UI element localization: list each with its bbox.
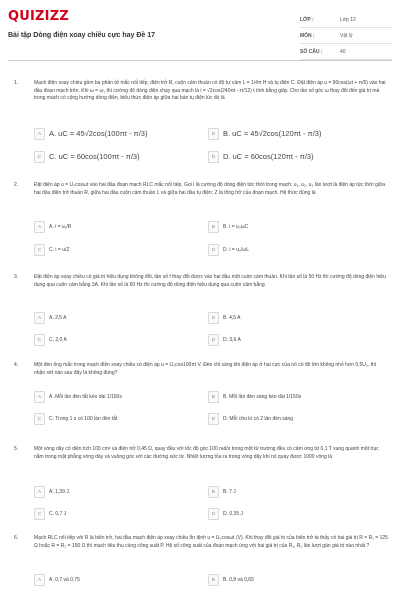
question-1 bbox=[14, 80, 388, 103]
option-text: C. i = u/Z bbox=[49, 246, 70, 253]
option-a[interactable] bbox=[34, 128, 147, 139]
option-text: B. Mỗi lần đèn sáng kéo dài 1/150s bbox=[223, 393, 302, 400]
option-text: A. Mỗi lần đèn tắt kéo dài 1/150s bbox=[49, 393, 122, 400]
option-text: D. 0,35 J bbox=[223, 510, 244, 517]
option-c[interactable] bbox=[34, 413, 117, 424]
option-d[interactable] bbox=[208, 508, 243, 519]
option-letter: B bbox=[208, 221, 219, 233]
option-letter: C bbox=[34, 413, 45, 425]
option-letter: B bbox=[208, 391, 219, 403]
meta-row-count bbox=[300, 44, 392, 60]
option-letter: C bbox=[34, 334, 45, 346]
option-letter: B bbox=[208, 574, 219, 586]
option-text: D. uC = 60cos(120πt - π/3) bbox=[223, 152, 314, 161]
option-letter: A bbox=[34, 128, 45, 140]
option-letter: D bbox=[208, 508, 219, 520]
option-text: D. 3,6 A bbox=[223, 336, 241, 343]
option-letter: C bbox=[34, 508, 45, 520]
option-text: C. 2,0 A bbox=[49, 336, 67, 343]
question-text: Một đèn ống mắc trong mạch điện xoay chiều có điện áp u = U₀cos100πt V. Đèn chỉ sáng khi điện áp ở hai cực của nó có độ lớn không nhỏ hơn 0,5U₀, thì nhận xét nào sau đây là không đúng? bbox=[34, 362, 377, 376]
option-d[interactable] bbox=[208, 334, 241, 345]
option-c[interactable] bbox=[34, 334, 67, 345]
question-2 bbox=[14, 182, 388, 197]
option-text: B. uC = 45√2cos(120πt - π/3) bbox=[223, 129, 322, 138]
option-b[interactable] bbox=[208, 128, 321, 139]
meta-value: Vật lý bbox=[340, 32, 353, 39]
question-number: 3. bbox=[14, 274, 19, 280]
option-text: A. i = u₁/R bbox=[49, 223, 72, 230]
question-number: 6. bbox=[14, 535, 19, 541]
question-text: Đặt điện áp u = U₀cosωt vào hai đầu đoạn mạch RLC mắc nối tiếp. Gọi i là cường độ dòng điện tức thời trong mạch; u₁, u₂, u₃ lần lượt là điện áp tức thời giữa hai đầu điện trở thuần R, giữa hai đầu cuộn cảm thuần L và giữa hai đầu tụ điện; Z là tổng trở của đoạn mạch. Hệ thức đúng là bbox=[34, 182, 385, 196]
option-b[interactable] bbox=[208, 391, 301, 402]
meta-key: SỐ CÂU : bbox=[300, 48, 323, 55]
option-text: B. 0,8 và 0,65 bbox=[223, 576, 254, 583]
question-6 bbox=[14, 535, 388, 550]
meta-value: 40 bbox=[340, 48, 346, 55]
option-d[interactable] bbox=[208, 244, 249, 255]
question-5 bbox=[14, 446, 388, 461]
option-text: D. i = u₂/ωL bbox=[223, 246, 249, 253]
option-letter: D bbox=[208, 334, 219, 346]
option-b[interactable] bbox=[208, 486, 236, 497]
option-b[interactable] bbox=[208, 221, 248, 232]
question-number: 1. bbox=[14, 80, 19, 86]
question-text: Mạch điện xoay chiều gồm ba phần tử mắc nối tiếp, điện trở R, cuộn cảm thuần có độ tự cảm L = 1/4π H và tụ điện C. Đặt điện áp u = 90cos(ωt + π/6) vào hai đầu đoạn mạch trên. Khi ω = ω₁ thì cường độ dòng điện chạy qua mạch là i = √2cos(240πt - π/12) t tính bằng giây. Cho tần số góc ω thay đổi đến giá trị mà trong mạch có cộng hưởng dòng điện, biểu thức điện áp giữa hai bản tụ điện lúc đó là bbox=[34, 80, 386, 101]
option-c[interactable] bbox=[34, 151, 140, 162]
meta-row-class bbox=[300, 12, 392, 28]
option-a[interactable] bbox=[34, 391, 122, 402]
option-text: A. 0,7 và 0,75 bbox=[49, 576, 80, 583]
option-letter: A bbox=[34, 391, 45, 403]
question-text: Đặt điện áp xoay chiều có giá trị hiệu dụng không đổi, tần số f thay đổi được vào hai đầu một cuộn cảm thuần. Khi tần số là 50 Hz thì cường độ dòng điện hiệu dụng qua cuộn cảm bằng 3A. Khi tần số là 60 Hz thì cường độ dòng điện hiệu dụng qua cuộn cảm bằng bbox=[34, 274, 386, 288]
option-c[interactable] bbox=[34, 244, 69, 255]
option-letter: D bbox=[208, 413, 219, 425]
question-number: 4. bbox=[14, 362, 19, 368]
option-text: D. Mỗi chu kì có 2 lần đèn sáng bbox=[223, 415, 294, 422]
option-a[interactable] bbox=[34, 486, 70, 497]
question-3 bbox=[14, 274, 388, 289]
question-text: Một vòng dây có diện tích 100 cm² và điện trở 0,45 Ω, quay đều với tốc độ góc 100 rad/s trong một từ trường đều có cảm ứng từ 0,1 T xung quanh một trục nằm trong mặt phẳng vòng dây và vuông góc với các đường sức từ. Nhiệt lượng tỏa ra trong vòng dây khi nó quay được 1000 vòng là bbox=[34, 446, 379, 460]
option-b[interactable] bbox=[208, 574, 254, 585]
option-d[interactable] bbox=[208, 151, 314, 162]
option-text: C. Trong 1 s có 100 lần đèn tắt bbox=[49, 415, 118, 422]
worksheet-header bbox=[0, 0, 400, 62]
option-letter: C bbox=[34, 151, 45, 163]
option-text: C. 0,7 J bbox=[49, 510, 67, 517]
option-letter: D bbox=[208, 151, 219, 163]
option-a[interactable] bbox=[34, 221, 71, 232]
meta-table bbox=[300, 12, 392, 60]
meta-key: LỚP : bbox=[300, 16, 314, 23]
option-letter: C bbox=[34, 244, 45, 256]
worksheet-title: Bài tập Dòng điện xoay chiều cực hay Đề 17 bbox=[8, 32, 156, 39]
option-text: A. uC = 45√2cos(100πt - π/3) bbox=[49, 129, 148, 138]
option-letter: A bbox=[34, 312, 45, 324]
meta-key: MÔN : bbox=[300, 32, 315, 39]
option-d[interactable] bbox=[208, 413, 293, 424]
question-text: Mạch RLC nối tiếp với R là biến trở, hai đầu mạch điện áp xoay chiều ổn định u = U₀cosωt (V). Khi thay đổi giá trị của biến trở ta thấy có hai giá trị R = R₁ = 125 Ω hoặc R = R₂ = 150 Ω thì mạch tiêu thụ cùng công suất P. Hệ số công suất của đoạn mạch ứng với hai giá trị của R₁, R₂ lần lượt gần giá trị nào nhất ? bbox=[34, 535, 388, 549]
option-letter: B bbox=[208, 128, 219, 140]
question-number: 2. bbox=[14, 182, 19, 188]
option-letter: A bbox=[34, 221, 45, 233]
option-letter: A bbox=[34, 486, 45, 498]
option-text: A. 2,5 A bbox=[49, 314, 67, 321]
option-letter: A bbox=[34, 574, 45, 586]
meta-value: Lớp 12 bbox=[340, 16, 356, 23]
option-c[interactable] bbox=[34, 508, 66, 519]
option-text: A. 1,39 J. bbox=[49, 488, 71, 495]
question-4 bbox=[14, 362, 388, 377]
option-text: C. uC = 60cos(100πt - π/3) bbox=[49, 152, 140, 161]
header-divider bbox=[8, 60, 392, 61]
option-text: B. 4,5 A bbox=[223, 314, 241, 321]
option-letter: D bbox=[208, 244, 219, 256]
option-letter: B bbox=[208, 312, 219, 324]
option-letter: B bbox=[208, 486, 219, 498]
option-a[interactable] bbox=[34, 574, 80, 585]
question-number: 5. bbox=[14, 446, 19, 452]
option-text: B. i = u₃ωC bbox=[223, 223, 249, 230]
option-text: B. 7 J bbox=[223, 488, 236, 495]
option-b[interactable] bbox=[208, 312, 241, 323]
meta-row-subject bbox=[300, 28, 392, 44]
quizizz-logo: QUIZIZZ bbox=[8, 9, 69, 24]
option-a[interactable] bbox=[34, 312, 67, 323]
